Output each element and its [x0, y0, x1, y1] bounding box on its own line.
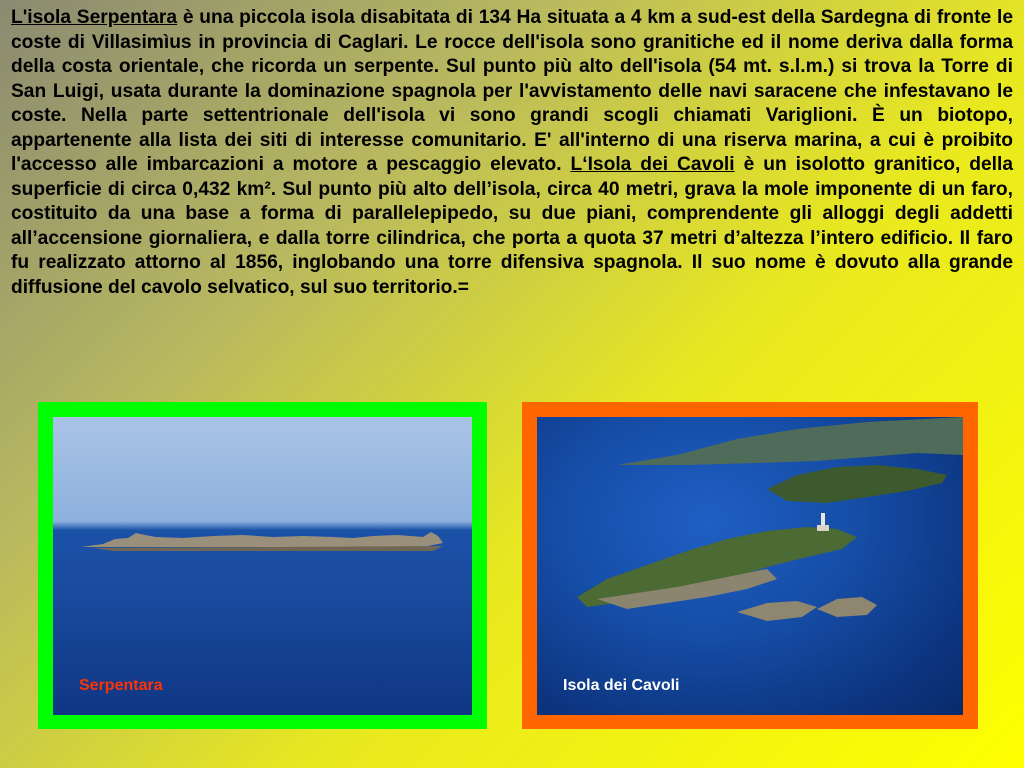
cavoli-photo — [537, 417, 963, 715]
cavoli-caption: Isola dei Cavoli — [563, 677, 680, 694]
cavoli-text: è un isolotto granitico, della superficie di circa 0,432 km². Sul punto più alto dell’isola, circa 40 metri, grava la mole imponente di un faro, costituito da una base a forma di parallelepipedo, su due piani, comprendente gli alloggi degli addetti all’accensione giornaliera, e dalla torre cilindrica, che porta a quota 37 metri d’altezza l’intero edificio. Il faro fu realizzato attorno al 1856, inglobando una torre difensiva spagnola. Il suo nome è dovuto alla grande diffusione del cavolo selvatico, sul suo territorio.= — [11, 154, 1013, 298]
serpentara-photo — [53, 417, 472, 715]
serpentara-island-shape — [53, 417, 472, 715]
serpentara-photo-frame — [38, 402, 487, 729]
cavoli-link[interactable]: L‘Isola dei Cavoli — [570, 154, 735, 175]
serpentara-caption: Serpentara — [79, 677, 163, 694]
cavoli-island-shape — [537, 417, 963, 715]
serpentara-text: è una piccola isola disabitata di 134 Ha situata a 4 km a sud-est della Sardegna di fronte le coste di Villasimìus in provincia di Caglari. Le rocce dell'isola sono granitiche ed il nome deriva dalla forma della costa orientale, che ricorda un serpente. Sul punto più alto dell'isola (54 mt. s.l.m.) si trova la Torre di San Luigi, usata durante la dominazione spagnola per l'avvistamento delle navi saracene che infestavano le coste. Nella parte settentrionale dell'isola vi sono grandi scogli chiamati Variglioni. È un biotopo, appartenente alla lista dei siti di interesse comunitario. E' all'interno di una riserva marina, a cui è proibito l'accesso alle imbarcazioni a motore a pescaggio elevato. — [11, 7, 1013, 175]
cavoli-photo-frame — [522, 402, 978, 729]
serpentara-link[interactable]: L'isola Serpentara — [11, 7, 178, 28]
description-paragraph — [11, 6, 1013, 300]
